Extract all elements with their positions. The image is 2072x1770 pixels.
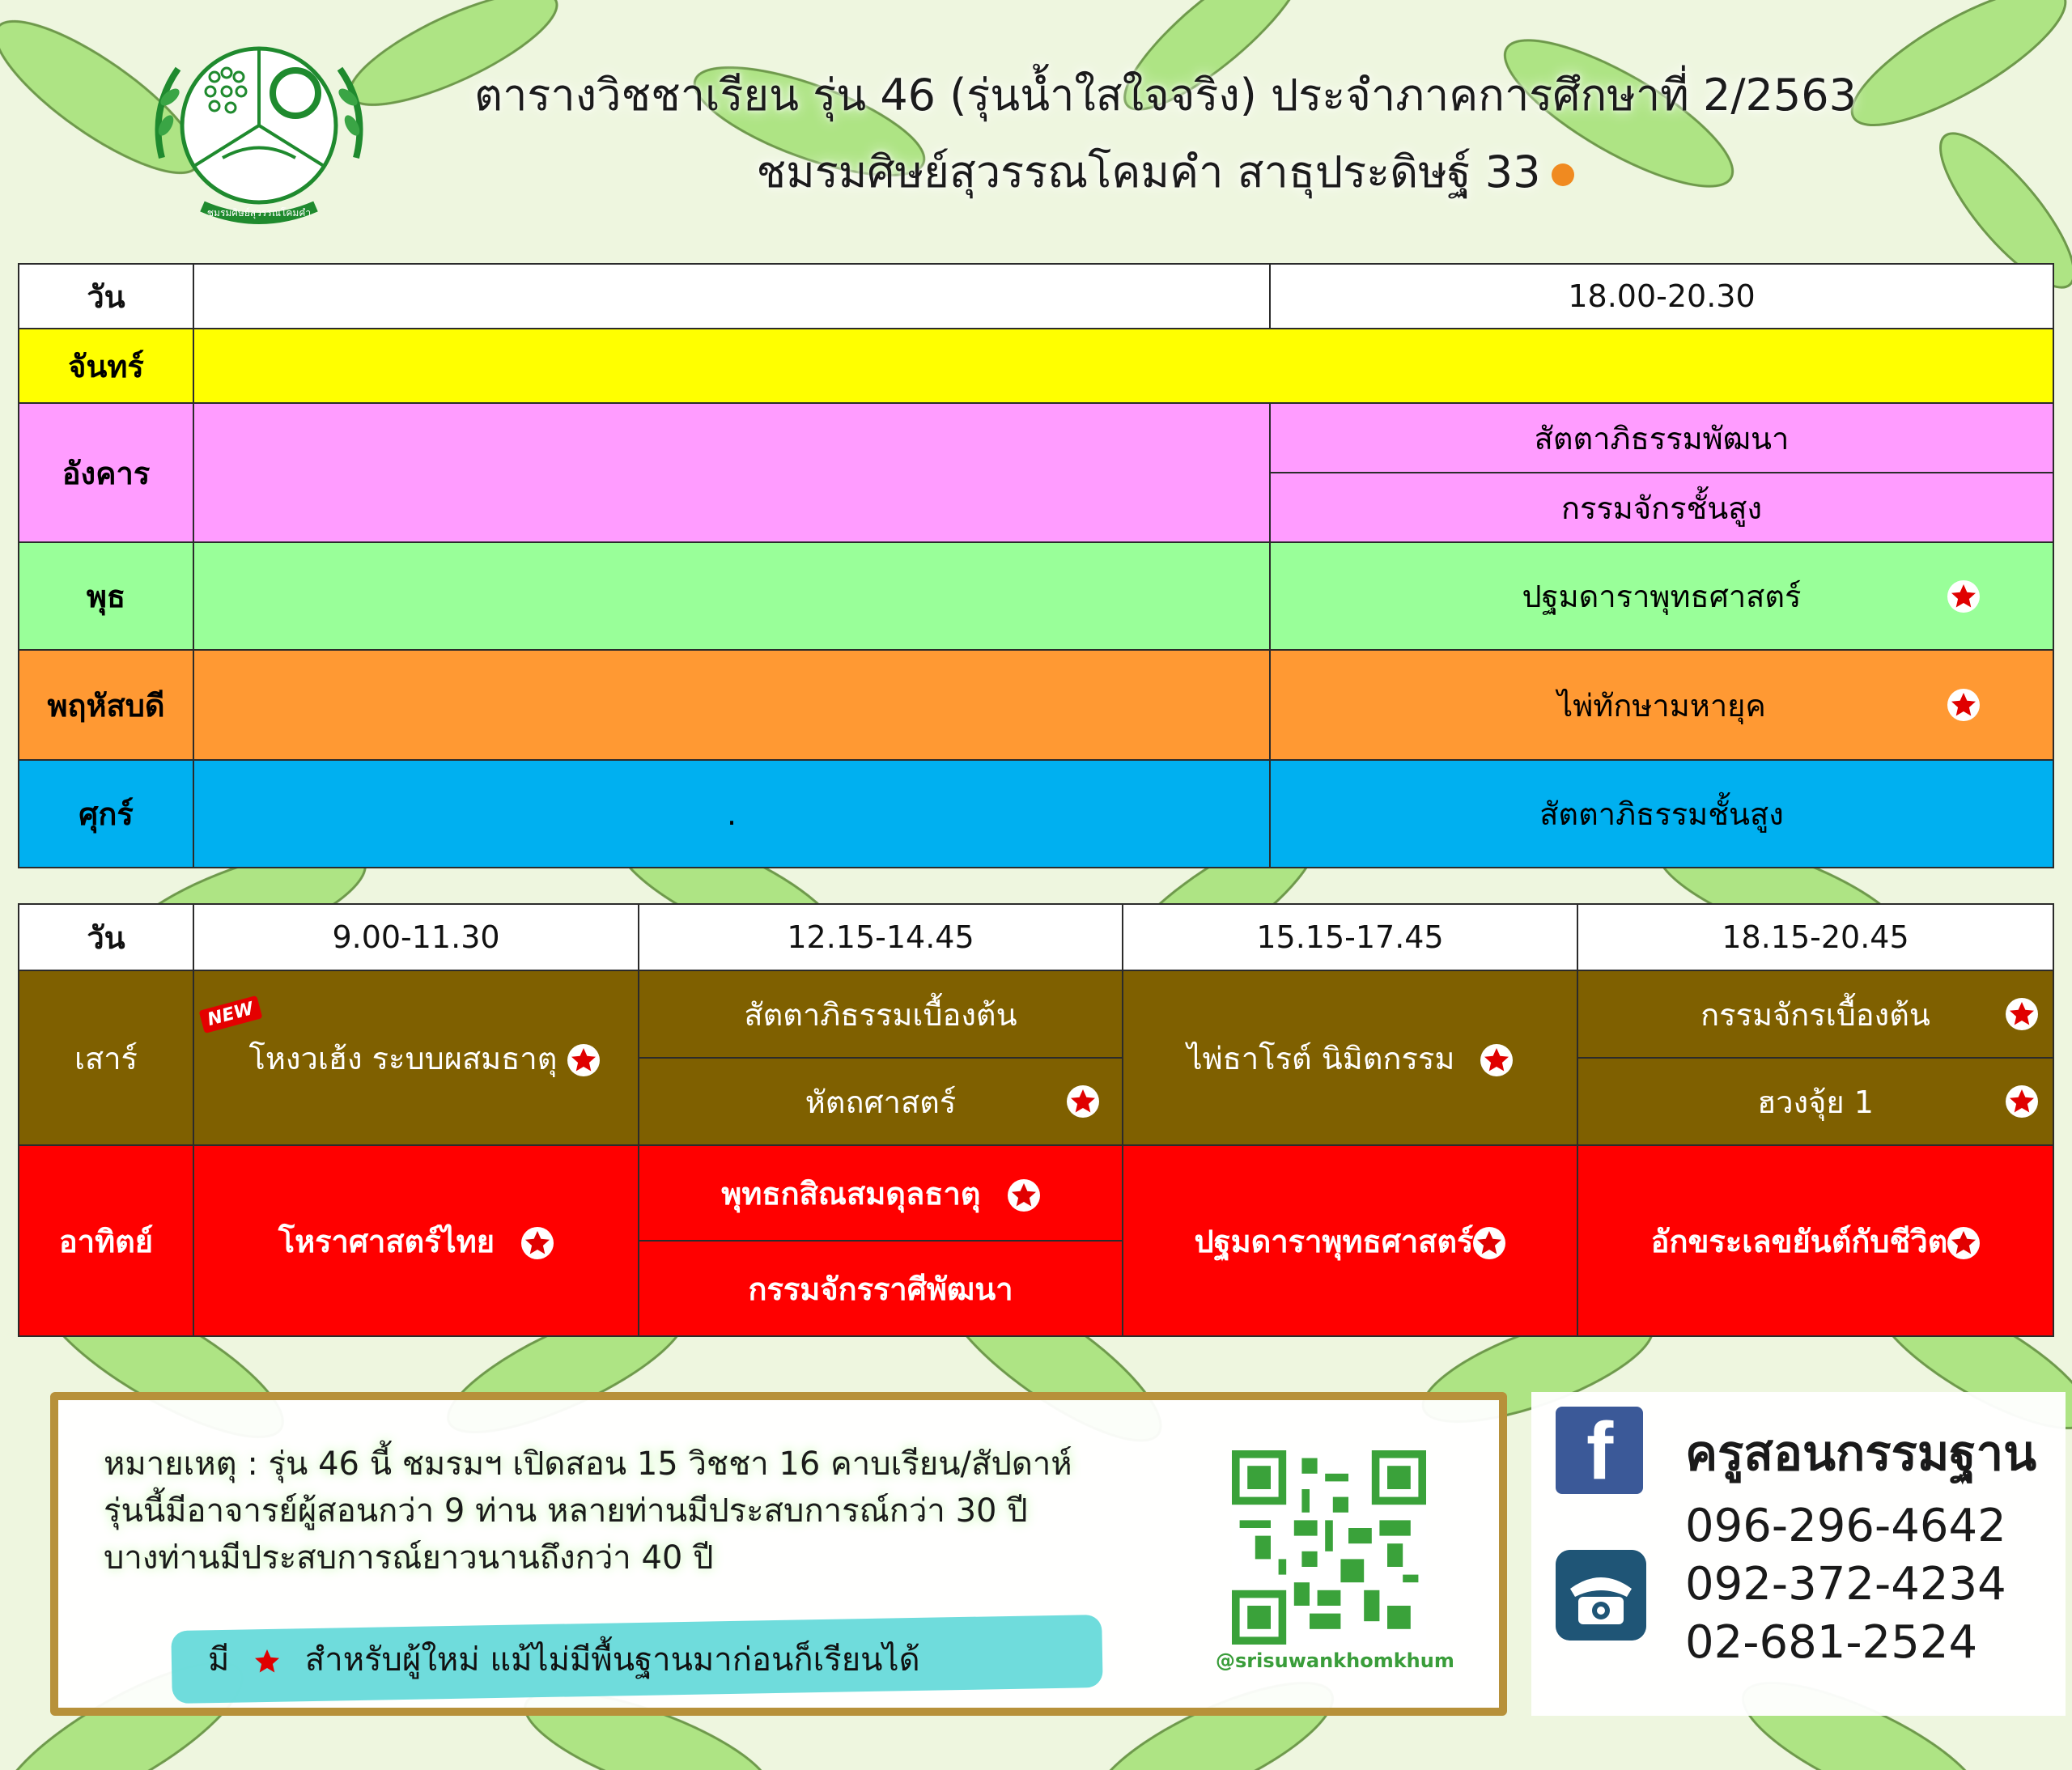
header <box>421 57 1910 210</box>
star-icon <box>1480 1044 1513 1076</box>
note-line: รุ่นนี้มีอาจารย์ผู้สอนกว่า 9 ท่าน หลายท่านมีประสบการณ์กว่า 30 ปี <box>104 1492 1028 1530</box>
club-name: ชมรมศิษย์สุวรรณโคมคำ สาธุประดิษฐ์ 33 <box>756 146 1541 197</box>
star-icon <box>2006 1085 2038 1118</box>
legend-prefix: มี <box>208 1641 230 1679</box>
friday-mark: . <box>193 760 1270 868</box>
qr-code[interactable] <box>1232 1450 1426 1645</box>
class-cell <box>1577 970 2053 1058</box>
class-cell <box>1123 1145 1577 1336</box>
class-cell <box>193 1145 639 1336</box>
day-header: วัน <box>19 904 193 970</box>
orange-dot-icon <box>1552 163 1574 186</box>
day-monday: จันทร์ <box>19 329 193 403</box>
star-icon <box>1008 1179 1040 1212</box>
tuesday-empty <box>193 403 1270 542</box>
table-header-row <box>19 904 2053 970</box>
time-header: 18.15-20.45 <box>1577 904 2053 970</box>
star-icon <box>2006 998 2038 1030</box>
contact-panel <box>1531 1392 2066 1716</box>
class-name: พุทธกสิณสมดุลธาตุ <box>721 1175 981 1212</box>
day-wednesday: พุธ <box>19 542 193 650</box>
class-name: ฮวงจุ้ย 1 <box>1757 1084 1874 1120</box>
legend <box>208 1633 920 1685</box>
class-cell <box>639 1058 1123 1145</box>
telephone-icon <box>1556 1550 1646 1641</box>
class-name: หัตถศาสตร์ <box>805 1084 957 1120</box>
monday-row <box>19 329 2053 403</box>
phone-number[interactable]: 096-296-4642 <box>1685 1500 2006 1552</box>
class-name: กรรมจักรเบื้องต้น <box>1700 996 1930 1033</box>
weekend-schedule-table <box>18 903 2054 1337</box>
time-header: 15.15-17.45 <box>1123 904 1577 970</box>
class-cell: สัตตาภิธรรมเบื้องต้น <box>639 970 1123 1058</box>
thursday-row <box>19 650 2053 760</box>
class-name: โหงวเฮ้ง ระบบผสมธาตุ <box>248 1040 558 1076</box>
day-header: วัน <box>19 264 193 329</box>
phone-number[interactable]: 02-681-2524 <box>1685 1616 1978 1669</box>
class-cell <box>1577 1145 2053 1336</box>
note-box <box>50 1392 1507 1716</box>
class-name: ปฐมดาราพุทธศาสตร์ <box>1194 1223 1474 1259</box>
wednesday-empty <box>193 542 1270 650</box>
table-header-row <box>19 264 2053 329</box>
star-icon <box>1473 1227 1505 1259</box>
class-name: อักขระเลขยันต์กับชีวิต <box>1650 1223 1948 1259</box>
qr-handle: @srisuwankhomkhum <box>1216 1649 1454 1672</box>
star-icon <box>1947 580 1980 613</box>
sunday-row <box>19 1145 2053 1241</box>
thursday-empty <box>193 650 1270 760</box>
class-name: ปฐมดาราพุทธศาสตร์ <box>1522 579 1802 614</box>
note-text <box>104 1441 1072 1581</box>
class-cell: กรรมจักรชั้นสูง <box>1270 473 2053 542</box>
weekday-schedule-table <box>18 263 2054 868</box>
phone-number[interactable]: 092-372-4234 <box>1685 1558 2006 1611</box>
class-cell <box>1577 1058 2053 1145</box>
facebook-icon[interactable]: f <box>1556 1407 1643 1494</box>
day-tuesday: อังคาร <box>19 403 193 542</box>
facebook-page-name[interactable]: ครูสอนกรรมฐาน <box>1685 1425 2037 1482</box>
note-line: บางท่านมีประสบการณ์ยาวนานถึงกว่า 40 ปี <box>104 1539 714 1577</box>
star-icon <box>1947 689 1980 721</box>
class-cell: สัตตาภิธรรมพัฒนา <box>1270 403 2053 473</box>
legend-text: สำหรับผู้ใหม่ แม้ไม่มีพื้นฐานมาก่อนก็เรียนได้ <box>304 1641 920 1679</box>
new-badge: NEW <box>199 995 263 1033</box>
phone-list <box>1685 1497 2006 1672</box>
class-cell <box>193 970 639 1145</box>
class-cell <box>1123 970 1577 1145</box>
tuesday-row <box>19 403 2053 473</box>
class-cell: กรรมจักรราศีพัฒนา <box>639 1241 1123 1336</box>
day-sunday: อาทิตย์ <box>19 1145 193 1336</box>
page-subtitle <box>421 134 1910 210</box>
wednesday-row <box>19 542 2053 650</box>
time-header: 18.00-20.30 <box>1270 264 2053 329</box>
monday-empty <box>193 329 2053 403</box>
club-logo <box>146 36 372 231</box>
class-cell <box>1270 542 2053 650</box>
class-name: โหราศาสตร์ไทย <box>278 1223 495 1259</box>
class-cell <box>639 1145 1123 1241</box>
class-cell <box>1270 650 2053 760</box>
page-title: ตารางวิชชาเรียน รุ่น 46 (รุ่นน้ำใสใจจริง) ประจำภาคการศึกษาที่ 2/2563 <box>474 70 1857 121</box>
saturday-row <box>19 970 2053 1058</box>
note-line: หมายเหตุ : รุ่น 46 นี้ ชมรมฯ เปิดสอน 15 วิชชา 16 คาบเรียน/สัปดาห์ <box>104 1445 1072 1483</box>
class-name: ไพ่ทักษามหายุค <box>1557 687 1766 724</box>
class-name: ไพ่ธาโรต์ นิมิตกรรม <box>1187 1040 1455 1076</box>
empty-header <box>193 264 1270 329</box>
logo-text: ชมรมศิษย์สุวรรณโคมคำ <box>206 207 312 219</box>
star-icon <box>567 1044 600 1076</box>
time-header: 12.15-14.45 <box>639 904 1123 970</box>
day-friday: ศุกร์ <box>19 760 193 868</box>
day-saturday: เสาร์ <box>19 970 193 1145</box>
day-thursday: พฤหัสบดี <box>19 650 193 760</box>
friday-row <box>19 760 2053 868</box>
star-icon <box>1067 1085 1099 1118</box>
star-icon <box>521 1227 554 1259</box>
star-icon <box>251 1645 283 1678</box>
time-header: 9.00-11.30 <box>193 904 639 970</box>
class-cell: สัตตาภิธรรมชั้นสูง <box>1270 760 2053 868</box>
star-icon <box>1947 1227 1980 1259</box>
